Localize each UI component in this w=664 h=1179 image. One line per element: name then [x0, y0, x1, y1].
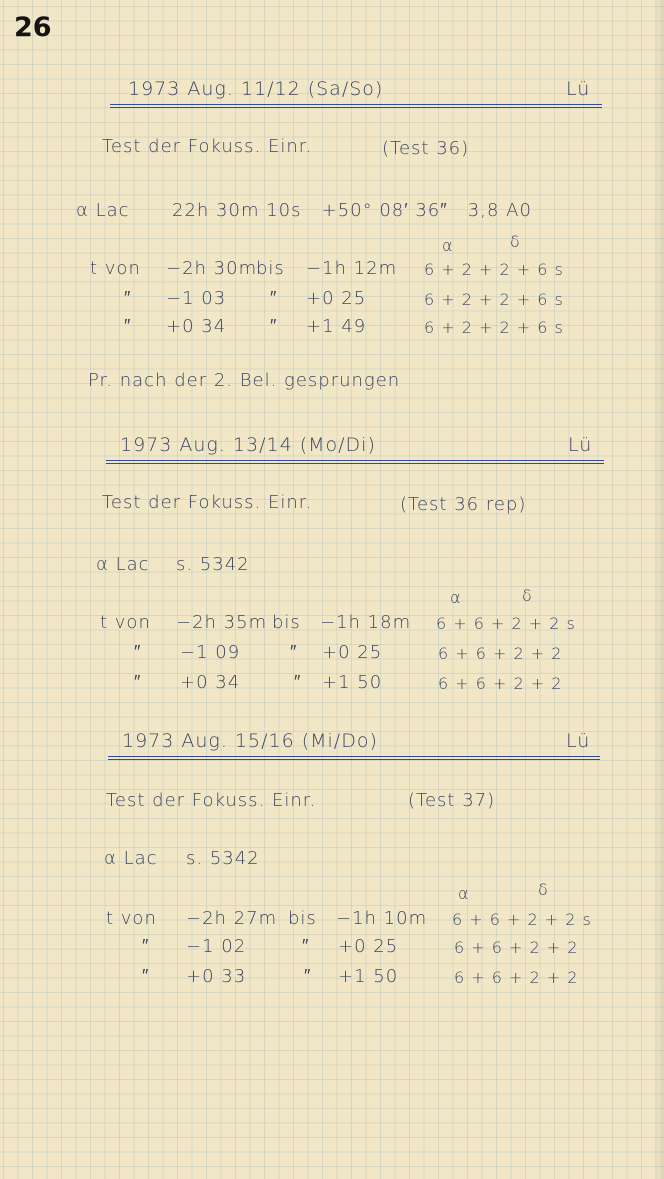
row-prefix: ″ [142, 936, 150, 957]
entry-1-delta-header: δ [510, 232, 521, 251]
row-start-time: −1 02 [186, 936, 247, 957]
row-bis: bis [272, 612, 301, 633]
row-prefix: ″ [142, 966, 150, 987]
row-start-time: +0 33 [186, 966, 247, 987]
row-values: 6 + 6 + 2 + 2 [454, 938, 579, 957]
row-start-time: −2h 35m [176, 612, 268, 633]
row-bis: ″ [302, 936, 310, 957]
entry-1-star: α Lac [76, 200, 130, 221]
row-values: 6 + 2 + 2 + 6 s [424, 260, 564, 279]
page-edge-shadow [654, 0, 664, 1179]
row-end-time: +0 25 [322, 642, 383, 663]
row-prefix: ″ [134, 642, 142, 663]
entry-2-star-info: s. 5342 [176, 554, 250, 575]
row-start-time: −1 03 [166, 288, 227, 309]
row-start-time: −1 09 [180, 642, 241, 663]
row-bis: ″ [270, 288, 278, 309]
entry-1-alpha-header: α [442, 236, 454, 255]
entry-3-star-info: s. 5342 [186, 848, 260, 869]
row-start-time: −2h 30m [166, 258, 258, 279]
entry-3-observer: Lü [566, 730, 591, 752]
row-bis: ″ [270, 316, 278, 337]
row-prefix: ″ [124, 288, 132, 309]
row-end-time: −1h 12m [306, 258, 398, 279]
row-start-time: +0 34 [180, 672, 241, 693]
row-end-time: +1 49 [306, 316, 367, 337]
row-values: 6 + 6 + 2 + 2 [438, 674, 563, 693]
row-prefix: t von [106, 908, 157, 929]
row-end-time: +1 50 [322, 672, 383, 693]
entry-2-test: (Test 36 rep) [400, 494, 527, 515]
row-prefix: ″ [124, 316, 132, 337]
row-prefix: ″ [134, 672, 142, 693]
entry-1-note: Pr. nach der 2. Bel. gesprungen [88, 370, 401, 391]
entry-1-star-info: 22h 30m 10s +50° 08′ 36″ 3,8 A0 [172, 200, 532, 221]
row-bis: ″ [294, 672, 302, 693]
entry-1-date: 1973 Aug. 11/12 (Sa/So) [128, 78, 384, 100]
page-number: 26 [14, 12, 52, 43]
entry-3-test: (Test 37) [408, 790, 496, 811]
entry-2-alpha-header: α [450, 588, 462, 607]
entry-3-date: 1973 Aug. 15/16 (Mi/Do) [122, 730, 378, 752]
row-prefix: t von [100, 612, 151, 633]
row-end-time: +0 25 [338, 936, 399, 957]
row-bis: ″ [290, 642, 298, 663]
entry-2-delta-header: δ [522, 586, 533, 605]
row-prefix: t von [90, 258, 141, 279]
row-values: 6 + 6 + 2 + 2 [438, 644, 563, 663]
entry-3-title: Test der Fokuss. Einr. [106, 790, 317, 811]
row-values: 6 + 2 + 2 + 6 s [424, 290, 564, 309]
row-values: 6 + 6 + 2 + 2 [454, 968, 579, 987]
entry-2-observer: Lü [568, 434, 593, 456]
row-bis: ″ [304, 966, 312, 987]
row-values: 6 + 2 + 2 + 6 s [424, 318, 564, 337]
entry-3-star: α Lac [104, 848, 158, 869]
row-start-time: +0 34 [166, 316, 227, 337]
entry-1-observer: Lü [566, 78, 591, 100]
row-bis: bis [288, 908, 317, 929]
row-end-time: −1h 10m [336, 908, 428, 929]
row-end-time: −1h 18m [320, 612, 412, 633]
entry-1-test: (Test 36) [382, 138, 470, 159]
entry-3-delta-header: δ [538, 880, 549, 899]
entry-2-underline [106, 460, 604, 464]
entry-2-title: Test der Fokuss. Einr. [102, 492, 313, 513]
entry-2-star: α Lac [96, 554, 150, 575]
entry-3-underline [108, 756, 600, 760]
row-start-time: −2h 27m [186, 908, 278, 929]
entry-1-underline [110, 104, 602, 108]
row-end-time: +1 50 [338, 966, 399, 987]
row-values: 6 + 6 + 2 + 2 s [452, 910, 592, 929]
row-end-time: +0 25 [306, 288, 367, 309]
entry-2-date: 1973 Aug. 13/14 (Mo/Di) [120, 434, 376, 456]
entry-3-alpha-header: α [458, 884, 470, 903]
row-bis: bis [256, 258, 285, 279]
row-values: 6 + 6 + 2 + 2 s [436, 614, 576, 633]
entry-1-title: Test der Fokuss. Einr. [102, 136, 313, 157]
